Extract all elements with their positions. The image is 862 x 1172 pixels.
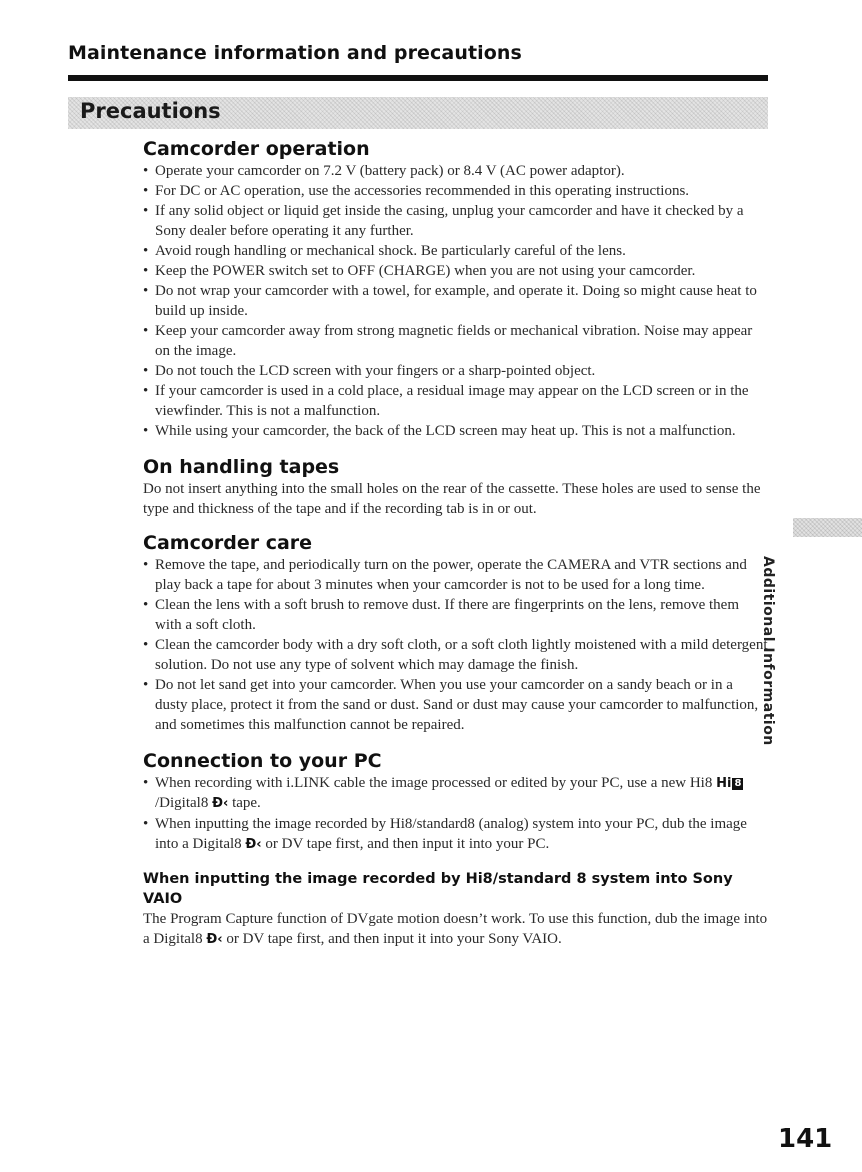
side-tab-label: Additional Information — [760, 556, 776, 746]
section-heading-vaio: When inputting the image recorded by Hi8/standard 8 system into Sony VAIO — [143, 871, 733, 907]
list-item: • Avoid rough handling or mechanical shock. Be particularly careful of the lens. — [143, 241, 768, 261]
item-text: /Digital8 — [155, 795, 213, 811]
camcorder-care-list — [143, 555, 768, 735]
page-number: 141 — [778, 1124, 833, 1154]
connection-pc-list — [143, 773, 768, 855]
list-item: • If any solid object or liquid get inside the casing, unplug your camcorder and have it checked by a Sony dealer before operating it any further. — [143, 201, 768, 241]
list-item: • If your camcorder is used in a cold place, a residual image may appear on the LCD screen or in the viewfinder. This is not a malfunction. — [143, 381, 768, 421]
list-item: • Do not touch the LCD screen with your fingers or a sharp-pointed object. — [143, 361, 768, 381]
section-band — [68, 97, 768, 129]
hi8-logo-icon: Hi 8 — [716, 776, 742, 791]
page-header: Maintenance information and precautions — [68, 42, 522, 64]
list-item: • While using your camcorder, the back of the LCD screen may heat up. This is not a malfunction. — [143, 421, 768, 441]
list-item: • Remove the tape, and periodically turn on the power, operate the CAMERA and VTR sections and play back a tape for about 3 minutes when your camcorder is not to be used for a long time. — [143, 555, 768, 595]
list-item: • Do not wrap your camcorder with a towel, for example, and operate it. Doing so might cause heat to build up inside. — [143, 281, 768, 321]
item-text: or DV tape first, and then input it into your PC. — [261, 836, 550, 852]
list-item — [143, 814, 768, 855]
list-item: • Do not let sand get into your camcorder. When you use your camcorder on a sandy beach or in a dusty place, protect it from the sand or dust. Sand or dust may cause your camcorder to malfunction, and sometimes this malfunction cannot be repaired. — [143, 675, 768, 735]
list-item — [143, 773, 768, 814]
section-heading-handling-tapes: On handling tapes — [143, 456, 340, 478]
list-item: • Keep the POWER switch set to OFF (CHARGE) when you are not using your camcorder. — [143, 261, 768, 281]
digital8-logo-icon: Ɖ‹ — [206, 932, 223, 947]
digital8-logo-icon: Ɖ‹ — [212, 796, 229, 811]
camcorder-operation-list — [143, 161, 768, 441]
content — [143, 137, 768, 950]
section-heading-camcorder-operation: Camcorder operation — [143, 138, 370, 160]
side-tab-marker — [793, 518, 862, 537]
list-item: • Operate your camcorder on 7.2 V (battery pack) or 8.4 V (AC power adaptor). — [143, 161, 768, 181]
digital8-logo-icon: Ɖ‹ — [245, 837, 262, 852]
section-heading-connection-pc: Connection to your PC — [143, 750, 382, 772]
list-item: • Clean the lens with a soft brush to remove dust. If there are fingerprints on the lens, remove them with a soft cloth. — [143, 595, 768, 635]
section-band-title: Precautions — [80, 99, 221, 123]
item-text: When inputting the image recorded by Hi8/standard8 (analog) system into your PC, dub the image into a Digital8 — [155, 816, 747, 852]
list-item: • Clean the camcorder body with a dry soft cloth, or a soft cloth lightly moistened with a mild detergent solution. Do not use any type of solvent which may damage the finish. — [143, 635, 768, 675]
handling-tapes-text: Do not insert anything into the small holes on the rear of the cassette. These holes are used to sense the type and thickness of the tape and if the recording tab is in or out. — [143, 481, 761, 517]
header-rule — [68, 75, 768, 81]
list-item: • Keep your camcorder away from strong magnetic fields or mechanical vibration. Noise may appear on the image. — [143, 321, 768, 361]
section-heading-camcorder-care: Camcorder care — [143, 532, 313, 554]
list-item: • For DC or AC operation, use the accessories recommended in this operating instructions. — [143, 181, 768, 201]
item-text: tape. — [228, 795, 261, 811]
item-text: When recording with i.LINK cable the image processed or edited by your PC, use a new Hi8 — [155, 775, 717, 791]
vaio-text: The Program Capture function of DVgate motion doesn’t work. To use this function, dub the image into a Digital8 Ɖ‹ or DV tape first, and then input it into your Sony VAIO. — [143, 909, 768, 950]
